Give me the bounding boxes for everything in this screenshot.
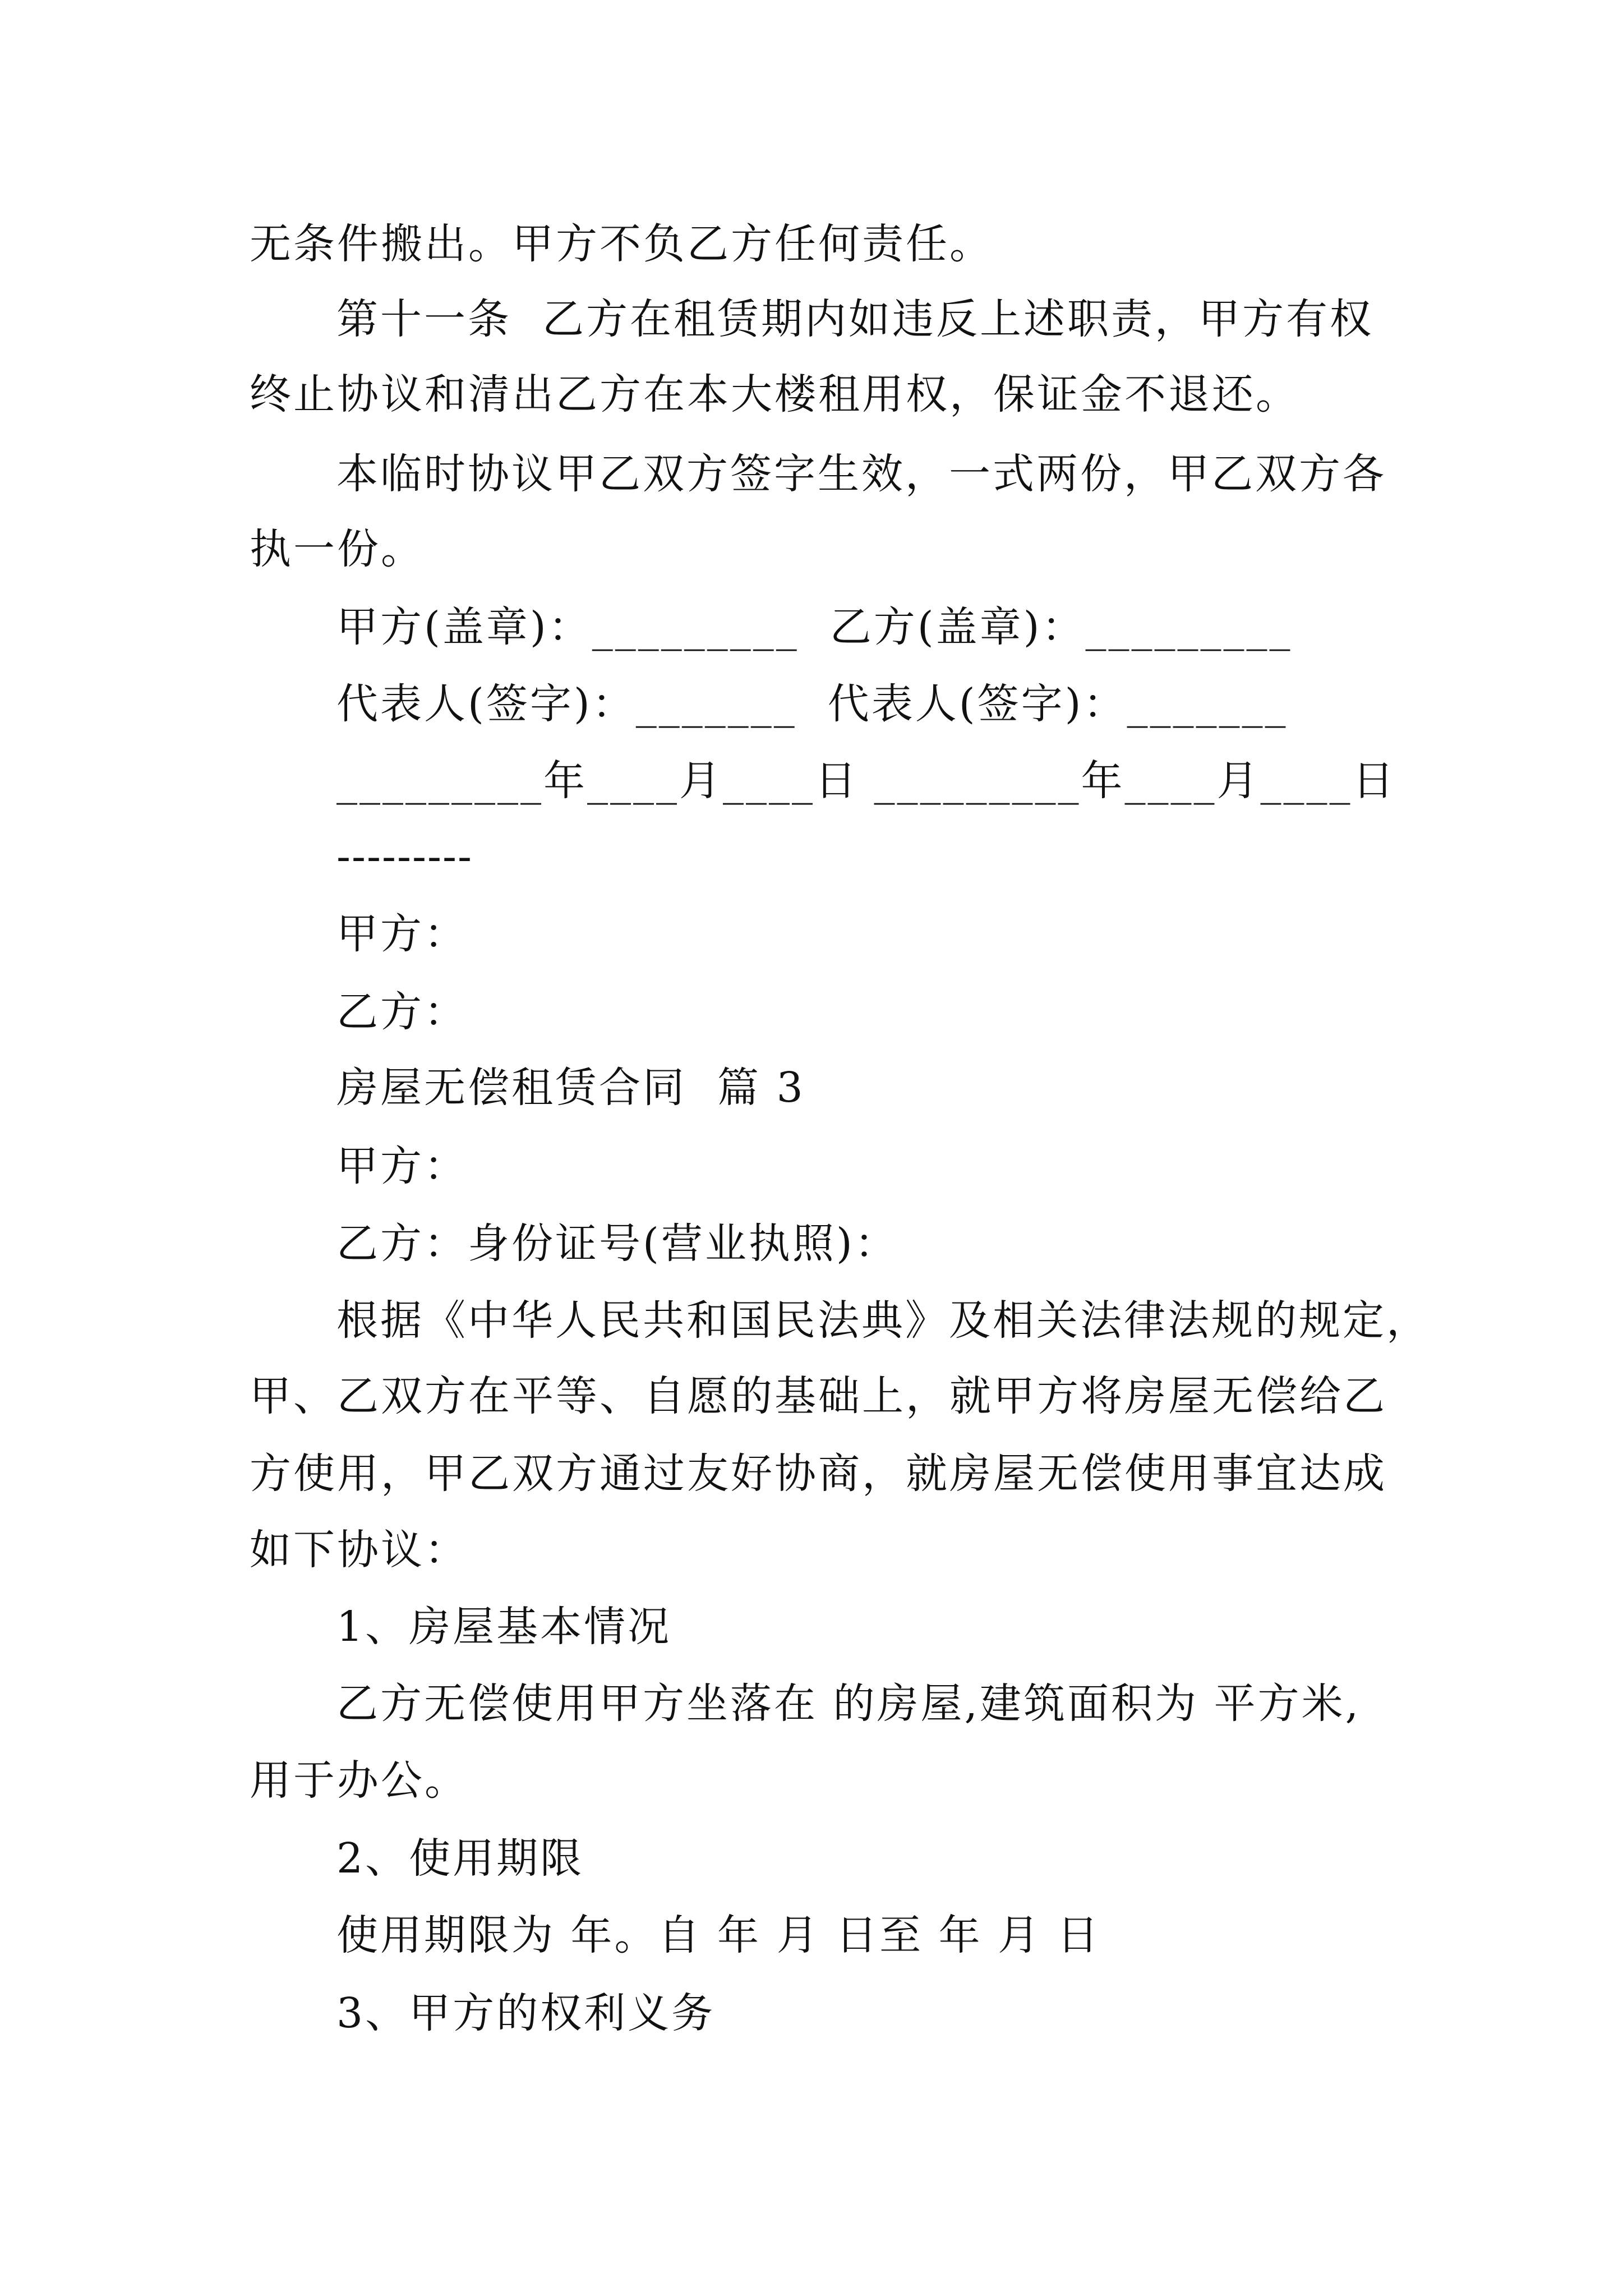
text-line: 执一份。 xyxy=(250,525,425,573)
text-line: 终止协议和清出乙方在本大楼租用权，保证金不退还。 xyxy=(250,370,1299,418)
text-line: 乙方：身份证号(营业执照)： xyxy=(336,1220,898,1268)
text-line: 方使用，甲乙双方通过友好协商，就房屋无偿使用事宜达成 xyxy=(250,1450,1387,1498)
clause-heading: 3、甲方的权利义务 xyxy=(336,1989,716,2037)
text-line: 乙方无偿使用甲方坐落在 的房屋,建筑面积为 平方米, xyxy=(336,1680,1361,1728)
separator-line: --------- xyxy=(336,832,473,881)
clause-heading: 2、使用期限 xyxy=(336,1834,584,1883)
text-line: 如下协议： xyxy=(250,1526,468,1574)
text-line: 乙方： xyxy=(336,988,468,1036)
text-line: 本临时协议甲乙双方签字生效，一式两份，甲乙双方各 xyxy=(336,450,1386,498)
text-line: 用于办公。 xyxy=(250,1756,468,1805)
text-line: 甲方： xyxy=(336,910,468,958)
text-line: 第十一条 乙方在租赁期内如违反上述职责，甲方有权 xyxy=(336,295,1374,343)
text-line: 使用期限为 年。自 年 月 日至 年 月 日 xyxy=(336,1911,1101,1959)
text-line: 无条件搬出。甲方不负乙方任何责任。 xyxy=(250,220,993,268)
signature-line: 甲方(盖章)：_________ 乙方(盖章)：_________ xyxy=(336,603,1293,651)
clause-heading: 1、房屋基本情况 xyxy=(336,1603,672,1651)
text-line: 根据《中华人民共和国民法典》及相关法律法规的规定， xyxy=(336,1296,1430,1345)
section-title: 房屋无偿租赁合同 篇 3 xyxy=(336,1064,805,1112)
text-line: 甲、乙双方在平等、自愿的基础上，就甲方将房屋无偿给乙 xyxy=(250,1372,1387,1420)
signature-line: 代表人(签字)：_______ 代表人(签字)：_______ xyxy=(336,680,1288,728)
text-line: 甲方： xyxy=(336,1142,468,1190)
date-line: _________年____月____日 _________年____月____日 xyxy=(336,757,1396,805)
